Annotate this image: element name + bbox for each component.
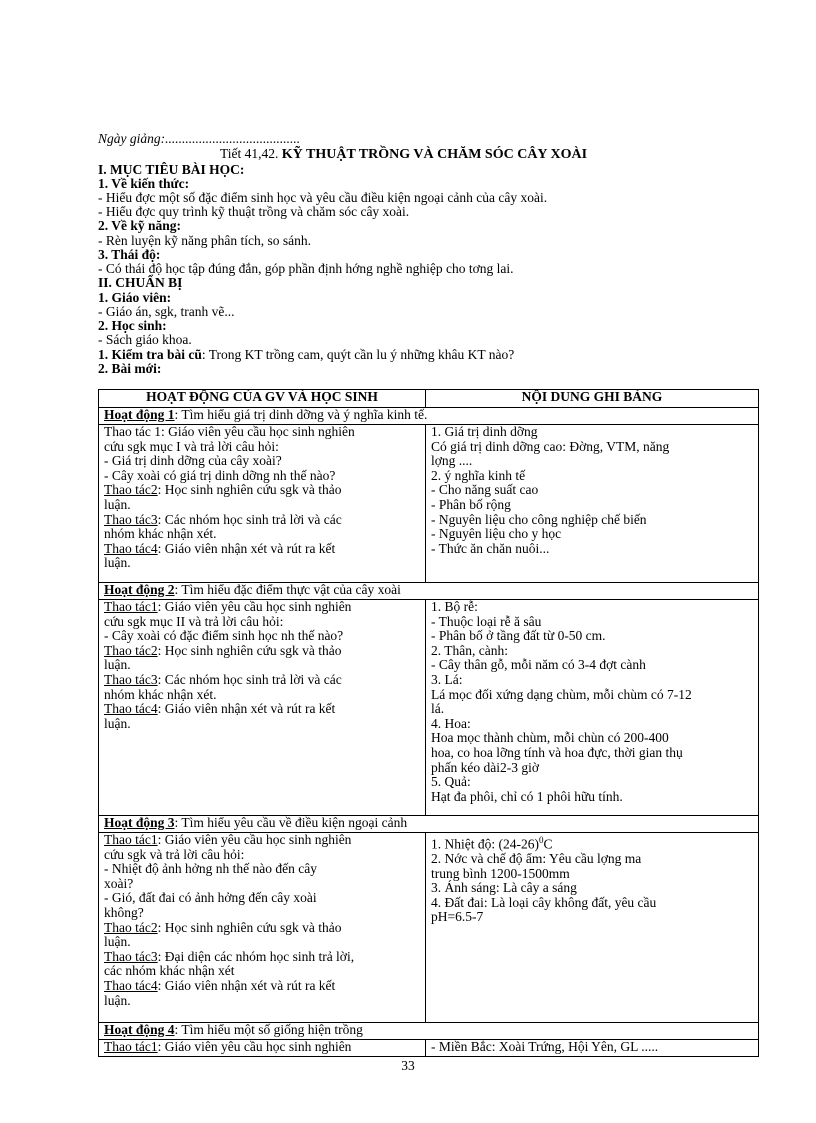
- step-label: Thao tác2: [104, 642, 158, 658]
- board-content-cell: [426, 425, 759, 583]
- step-line: luận.: [104, 657, 131, 673]
- step-label: Thao tác2: [104, 919, 158, 935]
- board-line: 1. Giá trị dinh dỡng: [431, 424, 538, 439]
- activity-label: Hoạt động 3: [104, 815, 175, 830]
- board-line: Có giá trị dinh dỡng cao: Đờng, VTM, năng: [431, 438, 670, 454]
- activity-row-1: [99, 408, 759, 425]
- board-content-cell: - Miền Bắc: Xoài Trứng, Hội Yên, GL .....: [426, 1040, 759, 1057]
- step-line: cứu sgk mục II và trả lời câu hỏi:: [104, 613, 284, 629]
- step-line: nhóm khác nhận xét.: [104, 526, 217, 542]
- activity-label: Hoạt động 2: [104, 582, 175, 597]
- step-text: : Đại diện các nhóm học sinh trả lời,: [157, 948, 355, 964]
- lesson-title-line: [220, 146, 587, 163]
- review-question: : Trong KT trồng cam, quýt cần lu ý những khâu KT nào?: [201, 347, 515, 362]
- step-line: - Cây xoài có giá trị dinh dỡng nh thế nào?: [104, 467, 336, 483]
- board-line: 3. Ánh sáng: Là cây a sáng: [431, 880, 577, 896]
- board-line: - Thuộc loại rễ ă sâu: [431, 613, 542, 629]
- activity-steps-cell: [99, 1040, 426, 1057]
- activity-steps-cell: [99, 600, 426, 816]
- activity-label: Hoạt động 1: [104, 407, 175, 422]
- activity-title: : Tìm hiểu yêu cầu về điều kiện ngoại cảnh: [174, 815, 408, 830]
- step-line: Thao tác 1: Giáo viên yêu cầu học sinh nghiên: [104, 424, 355, 439]
- step-line: [104, 513, 420, 528]
- subsection-skills: 2. Về kỹ năng:: [98, 218, 182, 233]
- step-line: luận.: [104, 715, 131, 731]
- board-line: [431, 833, 753, 852]
- step-line: - Gió, đất đai có ảnh hởng đến cây xoài: [104, 890, 317, 906]
- step-line: - Giá trị dinh dỡng của cây xoài?: [104, 453, 282, 469]
- temperature-unit: C: [543, 836, 553, 852]
- board-content-cell: [426, 600, 759, 816]
- step-text: : Các nhóm học sinh trả lời và các: [157, 671, 342, 687]
- page-number: 33: [401, 1058, 415, 1073]
- step-text: : Giáo viên nhận xét và rút ra kết: [157, 701, 336, 717]
- step-line: [104, 921, 420, 936]
- step-line: [104, 673, 420, 688]
- board-line: - Phân bố rộng: [431, 496, 511, 512]
- board-line: phấn kéo dài2-3 giờ: [431, 759, 539, 775]
- activity-content-row-3: [99, 833, 759, 1023]
- step-line: cứu sgk mục I và trả lời câu hỏi:: [104, 438, 279, 454]
- activity-title: : Tìm hiểu một số giống hiện trồng: [174, 1022, 363, 1037]
- board-line: 2. Thân, cành:: [431, 642, 508, 658]
- step-line: nhóm khác nhận xét.: [104, 686, 217, 702]
- activity-steps-cell: [99, 425, 426, 583]
- col-header-board-content: NỘI DUNG GHI BẢNG: [426, 390, 759, 408]
- step-text: : Giáo viên nhận xét và rút ra kết: [157, 977, 336, 993]
- step-label: Thao tác1: [104, 1039, 158, 1054]
- board-line: 3. Lá:: [431, 671, 463, 687]
- step-label: Thao tác1: [104, 599, 158, 614]
- step-text: : Học sinh nghiên cứu sgk và thảo: [157, 482, 342, 498]
- step-label: Thao tác4: [104, 977, 158, 993]
- step-text: : Giáo viên yêu cầu học sinh nghiên: [157, 1039, 352, 1054]
- subsection-new-lesson: 2. Bài mới:: [98, 361, 162, 376]
- board-line: lá.: [431, 701, 445, 717]
- subsection-knowledge: 1. Về kiến thức:: [98, 176, 190, 191]
- step-line: xoài?: [104, 875, 134, 891]
- board-line: 5. Quả:: [431, 774, 471, 790]
- board-line: 2. Nớc và chế độ ẩm: Yêu cầu lợng ma: [431, 851, 642, 867]
- degree-superscript: 0: [538, 835, 544, 845]
- step-line: [104, 702, 420, 717]
- review-line: [98, 347, 514, 362]
- temperature-text: 1. Nhiệt độ: (24-26): [431, 836, 539, 852]
- activity-heading: [99, 1023, 759, 1040]
- col-header-activities: HOẠT ĐỘNG CỦA GV VÀ HỌC SINH: [99, 390, 426, 408]
- step-text: : Giáo viên yêu cầu học sinh nghiên: [157, 832, 352, 847]
- board-line: - Nguyên liệu cho công nghiệp chế biến: [431, 511, 647, 527]
- step-line: các nhóm khác nhận xét: [104, 963, 235, 979]
- objective-line: - Rèn luyện kỹ năng phân tích, so sánh.: [98, 233, 311, 248]
- step-line: luận.: [104, 555, 131, 571]
- activity-heading: [99, 816, 759, 833]
- step-label: Thao tác3: [104, 671, 158, 687]
- board-line: Hạt đa phôi, chỉ có 1 phôi hữu tính.: [431, 788, 623, 804]
- review-label: 1. Kiểm tra bài cũ: [98, 347, 202, 362]
- board-line: Lá mọc đối xứng dạng chùm, mỗi chùm có 7-12: [431, 686, 692, 702]
- step-line: - Nhiệt độ ảnh hởng nh thế nào đến cây: [104, 861, 317, 877]
- activity-title: : Tìm hiểu đặc điểm thực vật của cây xoài: [174, 582, 401, 597]
- section-objectives: I. MỤC TIÊU BÀI HỌC:: [98, 162, 245, 177]
- date-dots: ........................................: [165, 131, 301, 146]
- board-line: Hoa mọc thành chùm, mỗi chùn có 200-400: [431, 730, 669, 746]
- board-line: 1. Bộ rễ:: [431, 599, 478, 614]
- step-label: Thao tác1: [104, 832, 158, 847]
- step-text: : Giáo viên yêu cầu học sinh nghiên: [157, 599, 352, 614]
- board-line: 4. Đất đai: Là loại cây không đất, yêu cầu: [431, 894, 657, 910]
- activity-heading: [99, 583, 759, 600]
- date-label: Ngày giảng:: [98, 131, 166, 146]
- step-line: [104, 644, 420, 659]
- step-label: Thao tác4: [104, 701, 158, 717]
- step-line: luận.: [104, 934, 131, 950]
- preparation-line: - Giáo án, sgk, tranh vẽ...: [98, 304, 235, 319]
- table-header-row: [99, 390, 759, 408]
- board-line: - Thức ăn chăn nuôi...: [431, 540, 550, 556]
- board-line: lợng ....: [431, 453, 473, 469]
- activity-content-row-2: [99, 600, 759, 816]
- board-content-cell: [426, 833, 759, 1023]
- step-label: Thao tác3: [104, 948, 158, 964]
- step-text: : Các nhóm học sinh trả lời và các: [157, 511, 342, 527]
- step-line: [104, 542, 420, 557]
- step-line: cứu sgk và trả lời câu hỏi:: [104, 846, 245, 862]
- lesson-table: [98, 389, 759, 1057]
- subsection-students: 2. Học sinh:: [98, 318, 167, 333]
- step-text: : Học sinh nghiên cứu sgk và thảo: [157, 642, 342, 658]
- activity-row-4: [99, 1023, 759, 1040]
- step-line: luận.: [104, 496, 131, 512]
- objective-line: - Hiểu đợc một số đặc điểm sinh học và yêu cầu điều kiện ngoại cảnh của cây xoài.: [98, 190, 548, 205]
- board-line: 2. ý nghĩa kinh tế: [431, 467, 526, 483]
- board-line: 4. Hoa:: [431, 715, 471, 731]
- step-line: luận.: [104, 992, 131, 1008]
- step-line: [104, 979, 420, 994]
- activity-steps-cell: [99, 833, 426, 1023]
- step-line: [104, 483, 420, 498]
- activity-content-row-4: [99, 1040, 759, 1057]
- step-label: Thao tác4: [104, 540, 158, 556]
- board-line: - Phân bố ở tầng đất từ 0-50 cm.: [431, 628, 606, 644]
- subsection-attitude: 3. Thái độ:: [98, 247, 161, 262]
- step-text: : Học sinh nghiên cứu sgk và thảo: [157, 919, 342, 935]
- step-line: [104, 950, 420, 965]
- preparation-line: - Sách giáo khoa.: [98, 332, 192, 347]
- board-line: - Cây thân gỗ, mỗi năm có 3-4 đợt cành: [431, 657, 646, 673]
- activity-label: Hoạt động 4: [104, 1022, 175, 1037]
- board-line: - Cho năng suất cao: [431, 482, 539, 498]
- date-line: [98, 131, 300, 146]
- objective-line: - Hiểu đợc quy trình kỹ thuật trồng và chăm sóc cây xoài.: [98, 204, 410, 219]
- lesson-number: Tiết 41,42.: [220, 146, 279, 161]
- step-line: không?: [104, 904, 144, 920]
- objective-line: - Có thái độ học tập đúng đắn, góp phần định hớng nghề nghiệp cho tơng lai.: [98, 261, 514, 276]
- subsection-teacher: 1. Giáo viên:: [98, 290, 172, 305]
- activity-heading: [99, 408, 759, 425]
- board-line: trung bình 1200-1500mm: [431, 865, 570, 881]
- board-line: hoa, co hoa lỡng tính và hoa đực, thời gian thụ: [431, 744, 683, 760]
- lesson-title: KỸ THUẬT TRỒNG VÀ CHĂM SÓC CÂY XOÀI: [281, 147, 588, 162]
- step-line: [104, 600, 420, 615]
- activity-content-row-1: [99, 425, 759, 583]
- step-line: [104, 833, 420, 848]
- board-line: pH=6.5-7: [431, 909, 484, 925]
- activity-row-3: [99, 816, 759, 833]
- activity-title: : Tìm hiểu giá trị dinh dỡng và ý nghĩa kinh tế.: [174, 407, 428, 422]
- step-text: : Giáo viên nhận xét và rút ra kết: [157, 540, 336, 556]
- step-line: - Cây xoài có đặc điểm sinh học nh thế nào?: [104, 628, 344, 644]
- board-line: - Nguyên liệu cho y học: [431, 526, 562, 542]
- activity-row-2: [99, 583, 759, 600]
- section-preparation: II. CHUẨN BỊ: [98, 275, 183, 290]
- step-label: Thao tác2: [104, 482, 158, 498]
- step-label: Thao tác3: [104, 511, 158, 527]
